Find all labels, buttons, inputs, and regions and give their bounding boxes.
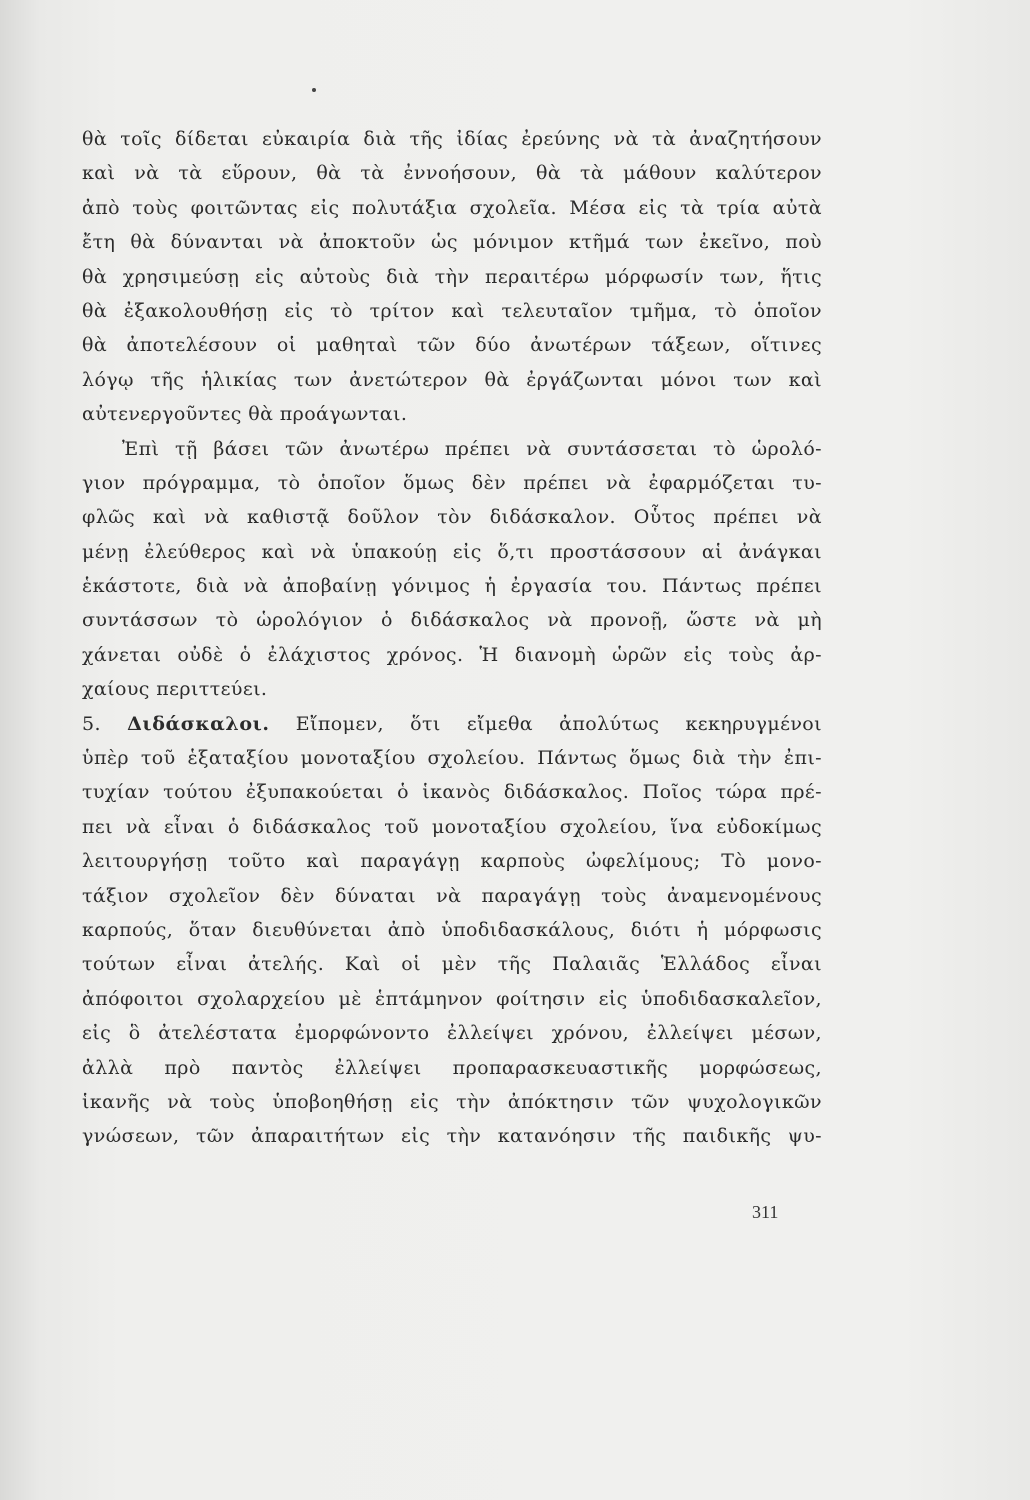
text-line: χάνεται οὐδὲ ὁ ἐλάχιστος χρόνος. Ἡ διανομὴ ὡρῶν εἰς τοὺς ἀρ- [82,643,822,666]
text-line: τούτων εἶναι ἀτελής. Καὶ οἱ μὲν τῆς Παλαιᾶς Ἑλλάδος εἶναι [82,953,822,976]
text-line: φλῶς καὶ νὰ καθιστᾷ δοῦλον τὸν διδάσκαλον. Οὗτος πρέπει νὰ [82,506,822,529]
text-line: εἰς ὃ ἀτελέστατα ἐμορφώνοντο ἐλλείψει χρόνου, ἐλλείψει μέσων, [82,1022,822,1045]
text-line: χαίους περιττεύει. [82,678,268,701]
text-line: ἀπὸ τοὺς φοιτῶντας εἰς πολυτάξια σχολεῖα. Μέσα εἰς τὰ τρία αὐτὰ [82,196,822,219]
section-first-line [82,707,822,741]
text-line: ἀπόφοιτοι σχολαρχείου μὲ ἑπτάμηνον φοίτησιν εἰς ὑποδιδασκαλεῖον, [82,987,822,1010]
text-line: καρπούς, ὅταν διευθύνεται ἀπὸ ὑποδιδασκάλους, διότι ἡ μόρφωσις [82,918,822,941]
text-line: ἔτη θὰ δύνανται νὰ ἀποκτοῦν ὡς μόνιμον κτῆμά των ἐκεῖνο, ποὺ [82,231,822,254]
text-line: θὰ ἀποτελέσουν οἱ μαθηταὶ τῶν δύο ἀνωτέρων τάξεων, οἵτινες [82,334,822,357]
text-line: τάξιον σχολεῖον δὲν δύναται νὰ παραγάγῃ τοὺς ἀναμενομένους [82,884,822,907]
page-number: 311 [752,1202,779,1222]
text-line: μένῃ ἐλεύθερος καὶ νὰ ὑπακούῃ εἰς ὅ,τι προστάσσουν αἱ ἀνάγκαι [82,540,822,563]
text-line: ἱκανῆς νὰ τοὺς ὑποβοηθήσῃ εἰς τὴν ἀπόκτησιν τῶν ψυχολογικῶν [82,1090,822,1113]
section-number: 5. [82,712,101,735]
text-line: γιον πρόγραμμα, τὸ ὁποῖον ὅμως δὲν πρέπει νὰ ἐφαρμόζεται τυ- [82,471,822,494]
text-line: λόγῳ τῆς ἡλικίας των ἀνετώτερον θὰ ἐργάζωνται μόνοι των καὶ [82,368,822,391]
text-line: ἑκάστοτε, διὰ νὰ ἀποβαίνῃ γόνιμος ἡ ἐργασία του. Πάντως πρέπει [82,575,822,598]
section-heading: Διδάσκαλοι. [127,712,270,735]
text-line: λειτουργήσῃ τοῦτο καὶ παραγάγῃ καρποὺς ὠφελίμους; Τὸ μονο- [82,850,822,873]
text-line: συντάσσων τὸ ὡρολόγιον ὁ διδάσκαλος νὰ προνοῇ, ὥστε νὰ μὴ [82,609,822,632]
text-line: θὰ ἐξακολουθήσῃ εἰς τὸ τρίτον καὶ τελευταῖον τμῆμα, τὸ ὁποῖον [82,299,822,322]
text-line: γνώσεων, τῶν ἀπαραιτήτων εἰς τὴν κατανόησιν τῆς παιδικῆς ψυ- [82,1125,822,1148]
speck-mark [312,88,316,92]
section-first-line-text: Εἴπομεν, ὅτι εἴμεθα ἀπολύτως κεκηρυγμένοι [295,712,822,735]
text-line: αὐτενεργοῦντες θὰ προάγωνται. [82,403,408,426]
text-line: τυχίαν τούτου ἐξυπακούεται ὁ ἱκανὸς διδάσκαλος. Ποῖος τώρα πρέ- [82,781,822,804]
text-line: θὰ τοῖς δίδεται εὐκαιρία διὰ τῆς ἰδίας ἐρεύνης νὰ τὰ ἀναζητήσουν [82,128,822,150]
text-line: ὑπὲρ τοῦ ἑξαταξίου μονοταξίου σχολείου. Πάντως ὅμως διὰ τὴν ἐπι- [82,747,822,770]
text-line: πει νὰ εἶναι ὁ διδάσκαλος τοῦ μονοταξίου σχολείου, ἵνα εὐδοκίμως [82,815,822,838]
body-text [82,122,822,1154]
text-line: ἀλλὰ πρὸ παντὸς ἐλλείψει προπαρασκευαστικῆς μορφώσεως, [82,1056,822,1079]
text-line: θὰ χρησιμεύσῃ εἰς αὐτοὺς διὰ τὴν περαιτέρω μόρφωσίν των, ἥτις [82,265,822,288]
text-line: καὶ νὰ τὰ εὕρουν, θὰ τὰ ἐννοήσουν, θὰ τὰ μάθουν καλύτερον [82,162,822,185]
paragraph-start-line: Ἐπὶ τῇ βάσει τῶν ἀνωτέρω πρέπει νὰ συντάσσεται τὸ ὡρολό- [122,437,822,460]
